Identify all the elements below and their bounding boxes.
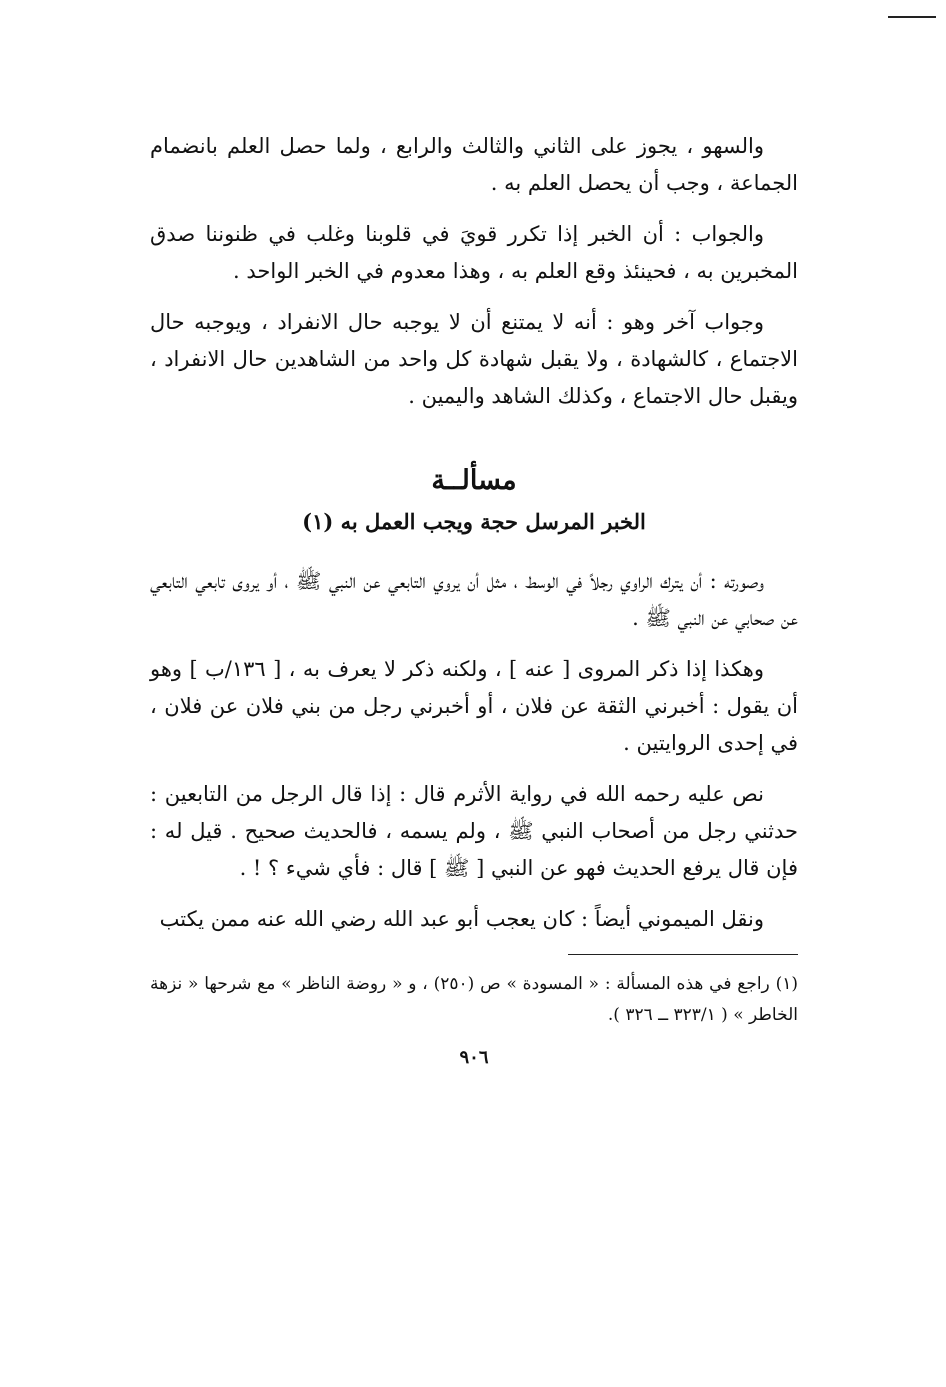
- paragraph-4: وصورته : أن يترك الراوي رجلاً في الوسط ، مثل أن يروي التابعي عن النبي ﷺ ، أو يروى تابعي التابعي عن صحابي عن النبي ﷺ .: [150, 569, 798, 630]
- paragraph-3: وجواب آخر وهو : أنه لا يمتنع أن لا يوجبه حال الانفراد ، ويوجبه حال الاجتماع ، كالشهادة ، ولا يقبل شهادة كل واحد من الشاهدين حال الانفراد ، ويقبل حال الاجتماع ، وكذلك الشاهد واليمين .: [150, 310, 798, 408]
- paragraph-7: ونقل الميموني أيضاً : كان يعجب أبو عبد الله رضي الله عنه ممن يكتب: [159, 907, 764, 931]
- paragraph-2: والجواب : أن الخبر إذا تكرر قويَ في قلوبنا وغلب في ظنوننا صدق المخبرين به ، فحينئذ وقع العلم به ، وهذا معدوم في الخبر الواحد .: [150, 222, 798, 283]
- paragraph-6: نص عليه رحمه الله في رواية الأثرم قال : إذا قال الرجل من التابعين : حدثني رجل من أصحاب النبي ﷺ ، ولم يسمه ، فالحديث صحيح . قيل له : فإن قال يرفع الحديث فهو عن النبي [ ﷺ ] قال : فأي شيء ؟ ! .: [150, 782, 798, 880]
- section-heading: مسألــة: [431, 465, 517, 496]
- footnote: (١) راجع في هذه المسألة : « المسودة » ص (٢٥٠) ، و « روضة الناظر » مع شرحها « نزهة الخاطر » ( ٣٢٣/١ ــ ٣٢٦ ).: [150, 974, 798, 1025]
- page-body: [150, 128, 798, 1068]
- section-subheading: الخبر المرسل حجة ويجب العمل به (١): [302, 509, 646, 534]
- paragraph-1: والسهو ، يجوز على الثاني والثالث والرابع ، ولما حصل العلم بانضمام الجماعة ، وجب أن يحصل العلم به .: [150, 134, 798, 195]
- paragraph-5: وهكذا إذا ذكر المروى [ عنه ] ، ولكنه ذكر لا يعرف به ، [ ١٣٦/ب ] وهو أن يقول : أخبرني الثقة عن فلان ، أو أخبرني رجل من بني فلان عن فلان ، في إحدى الروايتين .: [150, 657, 798, 755]
- footnote-divider: [568, 954, 798, 955]
- corner-rule: [888, 16, 936, 18]
- page-number: ٩٠٦: [459, 1047, 489, 1068]
